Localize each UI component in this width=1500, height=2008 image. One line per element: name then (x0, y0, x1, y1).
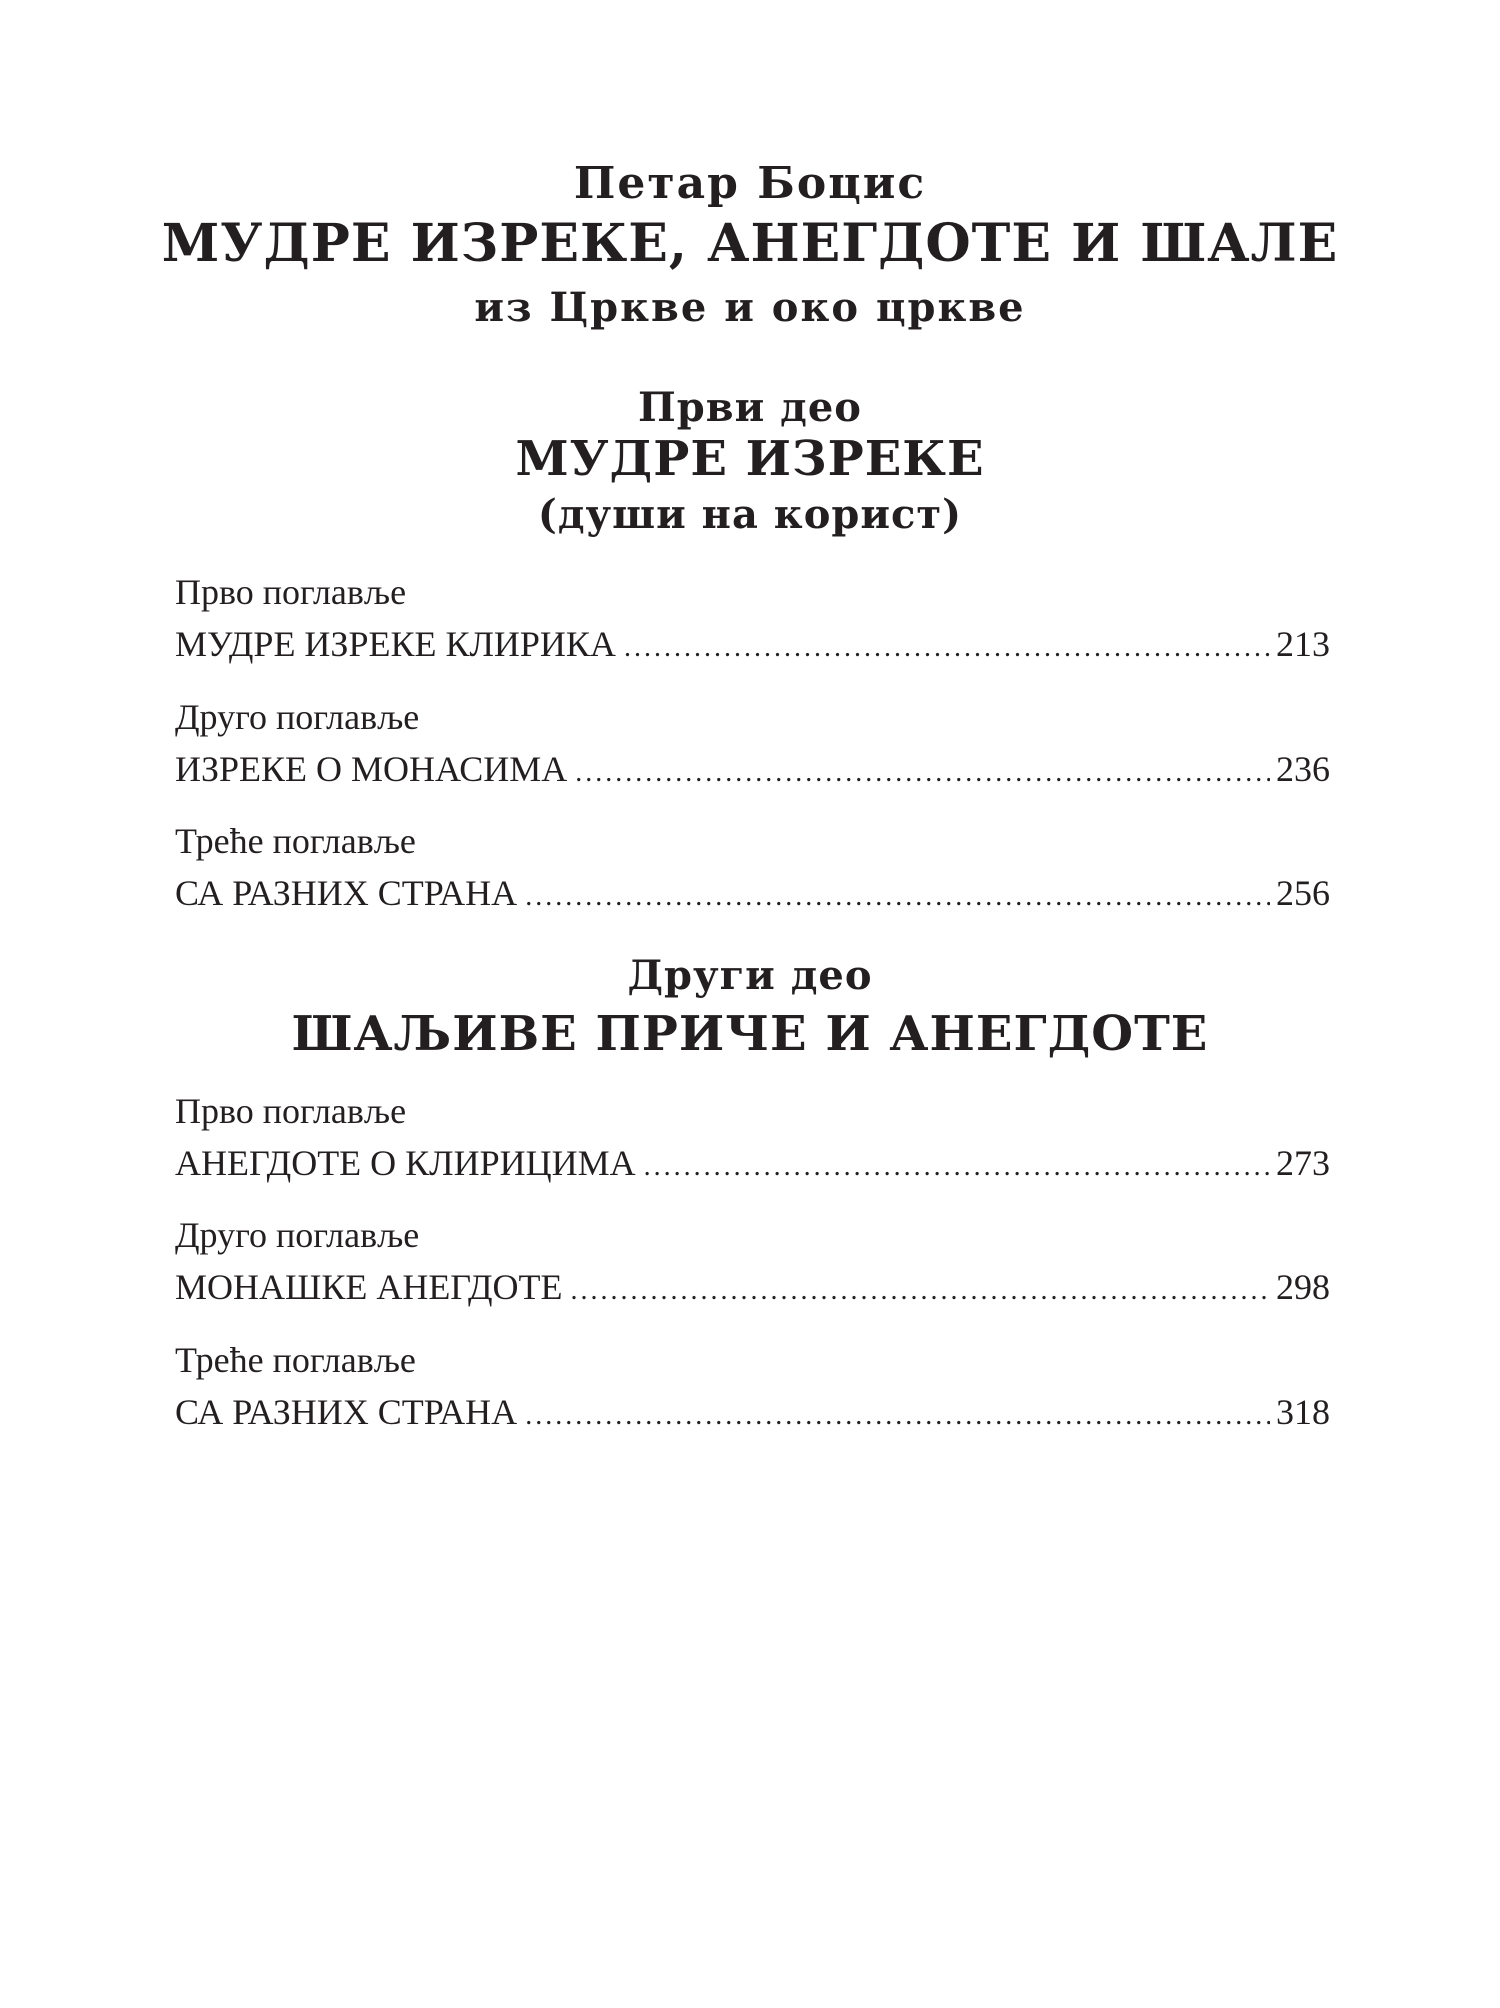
part-2-title: ШАЉИВЕ ПРИЧЕ И АНЕГДОТЕ (291, 1006, 1209, 1062)
chapter-title: СА РАЗНИХ СТРАНА (175, 1392, 518, 1432)
chapter-title: МОНАШКЕ АНЕГДОТЕ (175, 1267, 563, 1307)
chapter-label: Друго поглавље (175, 697, 420, 737)
page-number: 213 (1276, 624, 1330, 664)
chapter-title: МУДРЕ ИЗРЕКЕ КЛИРИКА (175, 624, 616, 664)
part-1-title: МУДРЕ ИЗРЕКЕ (515, 431, 985, 487)
dot-leader (571, 1277, 1271, 1305)
chapter-title: АНЕГДОТЕ О КЛИРИЦИМА (175, 1143, 636, 1183)
toc-line (175, 626, 1330, 662)
toc-entry[interactable] (175, 699, 1330, 787)
toc-entry[interactable] (175, 1217, 1330, 1305)
page-number: 318 (1276, 1392, 1330, 1432)
toc-entry[interactable] (175, 574, 1330, 662)
toc-entry[interactable] (175, 823, 1330, 911)
chapter-label: Друго поглавље (175, 1215, 420, 1255)
toc-line (175, 1394, 1330, 1430)
page-number: 236 (1276, 749, 1330, 789)
toc-line (175, 875, 1330, 911)
dot-leader (525, 883, 1270, 911)
part-2-label: Други део (627, 952, 873, 999)
dot-leader (575, 759, 1270, 787)
book-subtitle: из Цркве и око цркве (474, 284, 1026, 331)
toc-line (175, 1145, 1330, 1181)
book-author: Петар Боцис (573, 158, 927, 209)
toc-line (175, 751, 1330, 787)
toc-entry[interactable] (175, 1342, 1330, 1430)
chapter-label: Прво поглавље (175, 572, 407, 612)
chapter-label: Треће поглавље (175, 821, 416, 861)
page-number: 273 (1276, 1143, 1330, 1183)
part-1-subtitle: (души на корист) (537, 491, 963, 538)
toc-entry[interactable] (175, 1093, 1330, 1181)
page-number: 256 (1276, 873, 1330, 913)
part-1-label: Први део (638, 384, 862, 431)
chapter-label: Треће поглавље (175, 1340, 416, 1380)
book-title: МУДРЕ ИЗРЕКЕ, АНЕГДОТЕ И ШАЛЕ (161, 213, 1339, 274)
dot-leader (644, 1153, 1270, 1181)
chapter-label: Прво поглавље (175, 1091, 407, 1131)
page-number: 298 (1276, 1267, 1330, 1307)
dot-leader (624, 634, 1270, 662)
dot-leader (525, 1402, 1270, 1430)
toc-line (175, 1269, 1330, 1305)
chapter-title: СА РАЗНИХ СТРАНА (175, 873, 518, 913)
chapter-title: ИЗРЕКЕ О МОНАСИМА (175, 749, 568, 789)
